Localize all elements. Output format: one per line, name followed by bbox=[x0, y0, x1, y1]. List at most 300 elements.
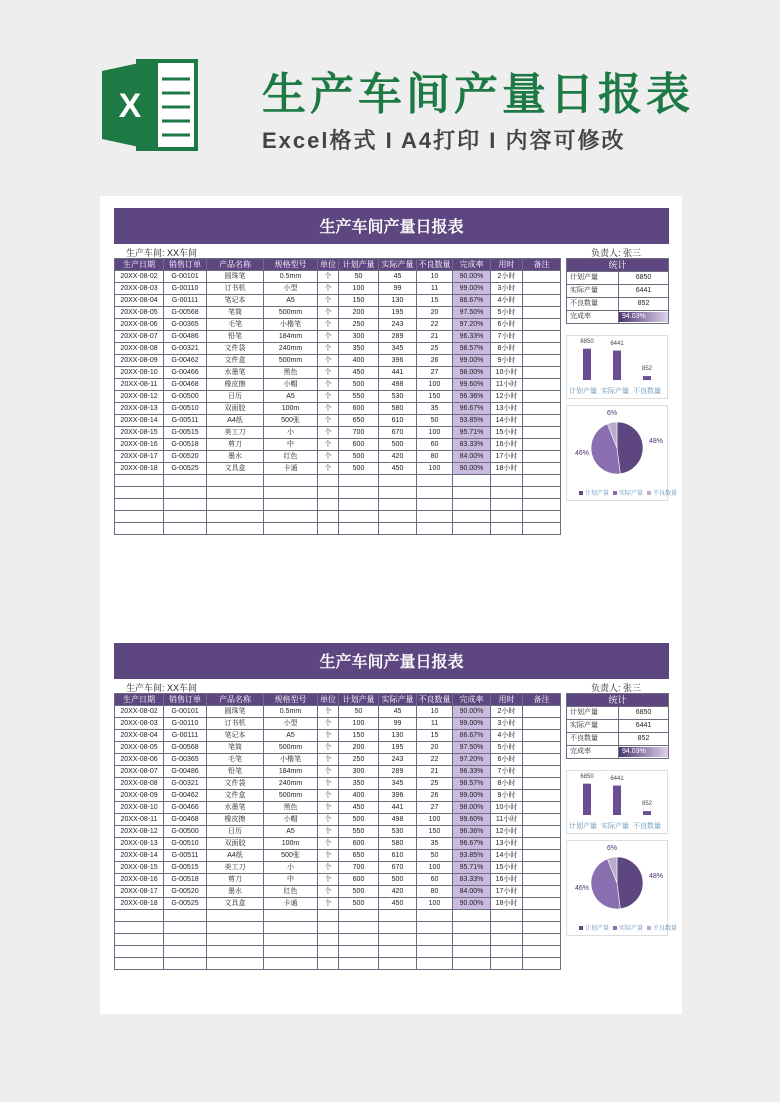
table-cell[interactable]: 20XX-08-08 bbox=[115, 778, 164, 790]
table-cell[interactable]: 580 bbox=[379, 838, 417, 850]
table-cell[interactable] bbox=[318, 523, 339, 535]
table-cell[interactable]: 笔记本 bbox=[207, 730, 264, 742]
table-cell[interactable]: 498 bbox=[379, 379, 417, 391]
table-cell[interactable]: 96.36% bbox=[453, 826, 491, 838]
table-cell[interactable]: 100 bbox=[417, 427, 453, 439]
table-cell[interactable]: 橡皮擦 bbox=[207, 379, 264, 391]
table-cell[interactable]: 10 bbox=[417, 271, 453, 283]
table-cell[interactable] bbox=[115, 475, 164, 487]
table-cell[interactable]: 6小时 bbox=[491, 754, 523, 766]
bar[interactable] bbox=[613, 786, 621, 815]
table-cell[interactable]: 红色 bbox=[264, 451, 318, 463]
table-cell[interactable]: 3小时 bbox=[491, 283, 523, 295]
table-cell[interactable]: 50 bbox=[339, 706, 379, 718]
table-cell[interactable] bbox=[264, 475, 318, 487]
table-cell[interactable]: 580 bbox=[379, 403, 417, 415]
table-cell[interactable]: 20XX-08-06 bbox=[115, 754, 164, 766]
table-cell[interactable]: 195 bbox=[379, 742, 417, 754]
table-cell[interactable] bbox=[491, 922, 523, 934]
table-cell[interactable]: 100m bbox=[264, 403, 318, 415]
table-cell[interactable] bbox=[379, 922, 417, 934]
table-cell[interactable]: 300 bbox=[339, 766, 379, 778]
table-cell[interactable]: 5小时 bbox=[491, 742, 523, 754]
column-header[interactable]: 销售订单 bbox=[164, 694, 207, 706]
table-cell[interactable]: 个 bbox=[318, 427, 339, 439]
table-cell[interactable]: G-00515 bbox=[164, 862, 207, 874]
table-cell[interactable]: 20XX-08-02 bbox=[115, 706, 164, 718]
table-cell[interactable]: 14小时 bbox=[491, 850, 523, 862]
table-cell[interactable] bbox=[207, 934, 264, 946]
table-cell[interactable] bbox=[164, 499, 207, 511]
table-cell[interactable]: 99.00% bbox=[453, 790, 491, 802]
table-cell[interactable]: 289 bbox=[379, 331, 417, 343]
table-cell[interactable]: 498 bbox=[379, 814, 417, 826]
table-cell[interactable]: 个 bbox=[318, 355, 339, 367]
table-cell[interactable]: 笔记本 bbox=[207, 295, 264, 307]
column-header[interactable]: 销售订单 bbox=[164, 259, 207, 271]
table-cell[interactable]: G-00468 bbox=[164, 379, 207, 391]
table-cell[interactable]: 550 bbox=[339, 826, 379, 838]
table-cell[interactable] bbox=[491, 511, 523, 523]
table-cell[interactable]: 卡通 bbox=[264, 463, 318, 475]
table-cell[interactable]: 450 bbox=[339, 367, 379, 379]
table-cell[interactable]: 500mm bbox=[264, 307, 318, 319]
table-cell[interactable] bbox=[164, 511, 207, 523]
table-cell[interactable]: 99 bbox=[379, 283, 417, 295]
table-cell[interactable] bbox=[264, 922, 318, 934]
table-cell[interactable]: 文具盒 bbox=[207, 898, 264, 910]
table-cell[interactable] bbox=[523, 934, 561, 946]
table-cell[interactable]: 27 bbox=[417, 367, 453, 379]
table-cell[interactable]: 个 bbox=[318, 706, 339, 718]
table-cell[interactable] bbox=[115, 523, 164, 535]
table-cell[interactable]: 670 bbox=[379, 862, 417, 874]
table-cell[interactable]: 20XX-08-03 bbox=[115, 283, 164, 295]
table-cell[interactable]: G-00500 bbox=[164, 826, 207, 838]
table-cell[interactable]: G-00568 bbox=[164, 742, 207, 754]
table-cell[interactable]: 红色 bbox=[264, 886, 318, 898]
table-cell[interactable]: 195 bbox=[379, 307, 417, 319]
table-cell[interactable]: 8小时 bbox=[491, 778, 523, 790]
table-cell[interactable] bbox=[339, 922, 379, 934]
table-cell[interactable] bbox=[523, 355, 561, 367]
table-cell[interactable] bbox=[523, 850, 561, 862]
table-cell[interactable]: 黑色 bbox=[264, 802, 318, 814]
table-cell[interactable] bbox=[164, 946, 207, 958]
table-cell[interactable]: 610 bbox=[379, 850, 417, 862]
column-header[interactable]: 完成率 bbox=[453, 694, 491, 706]
table-cell[interactable] bbox=[379, 910, 417, 922]
table-cell[interactable]: G-00510 bbox=[164, 403, 207, 415]
table-cell[interactable]: 12小时 bbox=[491, 826, 523, 838]
table-cell[interactable]: 500 bbox=[339, 463, 379, 475]
table-cell[interactable]: 水墨笔 bbox=[207, 367, 264, 379]
table-cell[interactable]: 黑色 bbox=[264, 367, 318, 379]
table-cell[interactable]: 20XX-08-17 bbox=[115, 451, 164, 463]
table-cell[interactable]: G-00101 bbox=[164, 706, 207, 718]
table-cell[interactable]: 99 bbox=[379, 718, 417, 730]
column-header[interactable]: 备注 bbox=[523, 694, 561, 706]
column-header[interactable]: 不良数量 bbox=[418, 695, 451, 704]
table-cell[interactable] bbox=[115, 511, 164, 523]
table-cell[interactable]: 20XX-08-15 bbox=[115, 862, 164, 874]
table-cell[interactable]: 100 bbox=[417, 898, 453, 910]
table-cell[interactable]: 98.00% bbox=[453, 367, 491, 379]
table-cell[interactable]: 500 bbox=[339, 451, 379, 463]
table-cell[interactable]: 10小时 bbox=[491, 367, 523, 379]
table-cell[interactable]: 99.60% bbox=[453, 379, 491, 391]
table-cell[interactable] bbox=[164, 958, 207, 970]
table-cell[interactable]: G-00111 bbox=[164, 295, 207, 307]
table-cell[interactable]: 个 bbox=[318, 271, 339, 283]
table-cell[interactable]: 小帽 bbox=[264, 379, 318, 391]
table-cell[interactable]: 水墨笔 bbox=[207, 802, 264, 814]
table-cell[interactable]: 日历 bbox=[207, 826, 264, 838]
table-cell[interactable]: 100 bbox=[417, 862, 453, 874]
table-cell[interactable]: 20XX-08-18 bbox=[115, 898, 164, 910]
table-cell[interactable]: 个 bbox=[318, 766, 339, 778]
table-cell[interactable] bbox=[318, 946, 339, 958]
table-cell[interactable]: 450 bbox=[339, 802, 379, 814]
table-cell[interactable] bbox=[523, 874, 561, 886]
table-cell[interactable]: 500mm bbox=[264, 742, 318, 754]
table-cell[interactable] bbox=[491, 958, 523, 970]
table-cell[interactable]: 18小时 bbox=[491, 898, 523, 910]
table-cell[interactable]: 4小时 bbox=[491, 295, 523, 307]
table-cell[interactable]: 184mm bbox=[264, 331, 318, 343]
table-cell[interactable]: A4纸 bbox=[207, 415, 264, 427]
table-cell[interactable]: 15 bbox=[417, 295, 453, 307]
table-cell[interactable] bbox=[523, 802, 561, 814]
table-cell[interactable] bbox=[491, 499, 523, 511]
table-cell[interactable] bbox=[523, 511, 561, 523]
table-cell[interactable] bbox=[453, 934, 491, 946]
table-cell[interactable]: 个 bbox=[318, 814, 339, 826]
table-cell[interactable]: 86.67% bbox=[453, 295, 491, 307]
table-cell[interactable]: 个 bbox=[318, 319, 339, 331]
stats-value[interactable]: 6441 bbox=[619, 720, 669, 733]
column-header[interactable]: 单位 bbox=[318, 694, 339, 706]
table-cell[interactable] bbox=[164, 910, 207, 922]
table-cell[interactable]: 15小时 bbox=[491, 862, 523, 874]
table-cell[interactable] bbox=[523, 742, 561, 754]
pie-chart[interactable] bbox=[566, 405, 678, 501]
stats-value[interactable]: 852 bbox=[619, 298, 669, 311]
table-cell[interactable]: 个 bbox=[318, 295, 339, 307]
table-cell[interactable]: 99.00% bbox=[453, 355, 491, 367]
table-cell[interactable]: 345 bbox=[379, 778, 417, 790]
table-cell[interactable]: 15 bbox=[417, 730, 453, 742]
table-cell[interactable]: 96.33% bbox=[453, 766, 491, 778]
table-cell[interactable]: 243 bbox=[379, 319, 417, 331]
table-cell[interactable]: 11 bbox=[417, 718, 453, 730]
table-cell[interactable]: 11 bbox=[417, 283, 453, 295]
table-cell[interactable]: 350 bbox=[339, 343, 379, 355]
table-cell[interactable] bbox=[491, 475, 523, 487]
table-cell[interactable]: 60 bbox=[417, 439, 453, 451]
table-cell[interactable] bbox=[264, 487, 318, 499]
table-cell[interactable]: 个 bbox=[318, 463, 339, 475]
table-cell[interactable] bbox=[453, 910, 491, 922]
table-cell[interactable]: 396 bbox=[379, 790, 417, 802]
table-cell[interactable]: 12小时 bbox=[491, 391, 523, 403]
table-cell[interactable] bbox=[115, 922, 164, 934]
table-cell[interactable]: 84.00% bbox=[453, 451, 491, 463]
table-cell[interactable] bbox=[417, 475, 453, 487]
table-cell[interactable]: 650 bbox=[339, 850, 379, 862]
table-cell[interactable]: 个 bbox=[318, 802, 339, 814]
table-cell[interactable] bbox=[207, 922, 264, 934]
table-cell[interactable] bbox=[264, 958, 318, 970]
table-cell[interactable]: 530 bbox=[379, 391, 417, 403]
table-cell[interactable] bbox=[453, 523, 491, 535]
column-header[interactable]: 计划产量 bbox=[339, 694, 379, 706]
table-cell[interactable]: 20XX-08-13 bbox=[115, 838, 164, 850]
stats-value[interactable]: 852 bbox=[619, 733, 669, 746]
table-cell[interactable]: 个 bbox=[318, 343, 339, 355]
table-cell[interactable] bbox=[523, 778, 561, 790]
table-cell[interactable] bbox=[523, 499, 561, 511]
table-cell[interactable]: 美工刀 bbox=[207, 427, 264, 439]
table-cell[interactable]: 670 bbox=[379, 427, 417, 439]
table-cell[interactable]: 300 bbox=[339, 331, 379, 343]
table-cell[interactable]: G-00525 bbox=[164, 463, 207, 475]
table-cell[interactable] bbox=[339, 934, 379, 946]
table-cell[interactable]: 97.20% bbox=[453, 319, 491, 331]
table-cell[interactable]: 45 bbox=[379, 706, 417, 718]
table-cell[interactable] bbox=[491, 910, 523, 922]
table-cell[interactable] bbox=[523, 307, 561, 319]
table-cell[interactable] bbox=[523, 379, 561, 391]
table-cell[interactable]: 95.71% bbox=[453, 427, 491, 439]
table-cell[interactable]: 双面胶 bbox=[207, 838, 264, 850]
table-cell[interactable] bbox=[523, 826, 561, 838]
table-cell[interactable]: 441 bbox=[379, 367, 417, 379]
table-cell[interactable]: 441 bbox=[379, 802, 417, 814]
table-cell[interactable]: 8小时 bbox=[491, 343, 523, 355]
table-cell[interactable]: 500张 bbox=[264, 415, 318, 427]
table-cell[interactable]: 20XX-08-12 bbox=[115, 826, 164, 838]
table-cell[interactable]: 20XX-08-07 bbox=[115, 331, 164, 343]
table-cell[interactable]: G-00321 bbox=[164, 778, 207, 790]
table-cell[interactable] bbox=[417, 523, 453, 535]
table-cell[interactable]: 83.33% bbox=[453, 874, 491, 886]
table-cell[interactable] bbox=[523, 367, 561, 379]
table-cell[interactable] bbox=[491, 946, 523, 958]
table-cell[interactable]: 小楷笔 bbox=[264, 319, 318, 331]
table-cell[interactable]: 345 bbox=[379, 343, 417, 355]
table-cell[interactable] bbox=[207, 946, 264, 958]
table-cell[interactable] bbox=[523, 439, 561, 451]
table-cell[interactable]: 600 bbox=[339, 439, 379, 451]
table-cell[interactable]: 双面胶 bbox=[207, 403, 264, 415]
table-cell[interactable]: 450 bbox=[379, 898, 417, 910]
table-cell[interactable] bbox=[115, 487, 164, 499]
bar[interactable] bbox=[583, 349, 591, 380]
table-cell[interactable]: 289 bbox=[379, 766, 417, 778]
table-cell[interactable]: 200 bbox=[339, 742, 379, 754]
table-cell[interactable] bbox=[523, 331, 561, 343]
table-cell[interactable] bbox=[453, 499, 491, 511]
table-cell[interactable] bbox=[264, 499, 318, 511]
table-cell[interactable]: 20XX-08-04 bbox=[115, 295, 164, 307]
table-cell[interactable]: 小楷笔 bbox=[264, 754, 318, 766]
table-cell[interactable] bbox=[264, 946, 318, 958]
table-cell[interactable]: 500 bbox=[339, 814, 379, 826]
table-cell[interactable] bbox=[207, 523, 264, 535]
column-header[interactable]: 备注 bbox=[523, 259, 561, 271]
table-cell[interactable]: 个 bbox=[318, 451, 339, 463]
table-cell[interactable] bbox=[491, 487, 523, 499]
table-cell[interactable]: 93.85% bbox=[453, 415, 491, 427]
table-cell[interactable]: 98.57% bbox=[453, 778, 491, 790]
table-cell[interactable]: 4小时 bbox=[491, 730, 523, 742]
table-cell[interactable]: 美工刀 bbox=[207, 862, 264, 874]
table-cell[interactable]: 97.20% bbox=[453, 754, 491, 766]
table-cell[interactable]: 13小时 bbox=[491, 403, 523, 415]
table-cell[interactable]: 98.00% bbox=[453, 802, 491, 814]
table-cell[interactable] bbox=[523, 427, 561, 439]
table-cell[interactable]: 个 bbox=[318, 367, 339, 379]
table-cell[interactable]: 243 bbox=[379, 754, 417, 766]
table-cell[interactable]: 500 bbox=[379, 874, 417, 886]
table-cell[interactable]: 5小时 bbox=[491, 307, 523, 319]
table-cell[interactable]: 86.67% bbox=[453, 730, 491, 742]
table-cell[interactable]: 60 bbox=[417, 874, 453, 886]
table-cell[interactable]: 20XX-08-12 bbox=[115, 391, 164, 403]
table-cell[interactable]: G-00110 bbox=[164, 283, 207, 295]
table-cell[interactable]: 小型 bbox=[264, 718, 318, 730]
table-cell[interactable] bbox=[115, 910, 164, 922]
table-cell[interactable]: 20XX-08-10 bbox=[115, 802, 164, 814]
table-cell[interactable]: 2小时 bbox=[491, 706, 523, 718]
table-cell[interactable] bbox=[523, 886, 561, 898]
table-cell[interactable] bbox=[523, 391, 561, 403]
table-cell[interactable]: 150 bbox=[417, 826, 453, 838]
table-cell[interactable]: 笔筒 bbox=[207, 307, 264, 319]
column-header[interactable]: 产品名称 bbox=[207, 259, 264, 271]
table-cell[interactable] bbox=[207, 487, 264, 499]
table-cell[interactable]: 个 bbox=[318, 838, 339, 850]
table-cell[interactable] bbox=[453, 946, 491, 958]
table-cell[interactable]: 20XX-08-07 bbox=[115, 766, 164, 778]
table-cell[interactable]: 6小时 bbox=[491, 319, 523, 331]
table-cell[interactable]: 26 bbox=[417, 790, 453, 802]
table-cell[interactable]: G-00518 bbox=[164, 439, 207, 451]
table-cell[interactable]: 20XX-08-08 bbox=[115, 343, 164, 355]
completion-rate-cell[interactable] bbox=[619, 746, 669, 759]
table-cell[interactable] bbox=[339, 910, 379, 922]
table-cell[interactable]: 99.60% bbox=[453, 814, 491, 826]
table-cell[interactable]: G-00468 bbox=[164, 814, 207, 826]
table-cell[interactable]: 个 bbox=[318, 862, 339, 874]
table-cell[interactable]: 11小时 bbox=[491, 814, 523, 826]
table-cell[interactable]: 95.71% bbox=[453, 862, 491, 874]
column-header[interactable]: 不良数量 bbox=[418, 260, 451, 269]
column-header[interactable]: 用时 bbox=[491, 694, 523, 706]
table-cell[interactable]: 50 bbox=[339, 271, 379, 283]
table-cell[interactable]: 500 bbox=[339, 886, 379, 898]
table-cell[interactable] bbox=[264, 523, 318, 535]
table-cell[interactable]: 个 bbox=[318, 379, 339, 391]
table-cell[interactable]: 个 bbox=[318, 790, 339, 802]
table-cell[interactable]: 文件袋 bbox=[207, 778, 264, 790]
table-cell[interactable]: 450 bbox=[379, 463, 417, 475]
table-cell[interactable]: 83.33% bbox=[453, 439, 491, 451]
table-cell[interactable]: 7小时 bbox=[491, 331, 523, 343]
table-cell[interactable] bbox=[417, 910, 453, 922]
bar-chart[interactable] bbox=[566, 335, 668, 399]
table-cell[interactable] bbox=[339, 946, 379, 958]
table-cell[interactable]: 100 bbox=[417, 379, 453, 391]
table-cell[interactable]: 610 bbox=[379, 415, 417, 427]
table-cell[interactable] bbox=[417, 958, 453, 970]
table-cell[interactable]: 2小时 bbox=[491, 271, 523, 283]
table-cell[interactable]: 396 bbox=[379, 355, 417, 367]
table-cell[interactable]: 400 bbox=[339, 355, 379, 367]
table-cell[interactable]: 97.50% bbox=[453, 307, 491, 319]
table-cell[interactable] bbox=[264, 910, 318, 922]
table-cell[interactable]: 个 bbox=[318, 283, 339, 295]
table-cell[interactable]: 99.00% bbox=[453, 718, 491, 730]
table-cell[interactable]: 文件袋 bbox=[207, 343, 264, 355]
column-header[interactable]: 完成率 bbox=[453, 259, 491, 271]
table-cell[interactable]: 个 bbox=[318, 886, 339, 898]
table-cell[interactable]: G-00518 bbox=[164, 874, 207, 886]
table-cell[interactable]: 200 bbox=[339, 307, 379, 319]
table-cell[interactable]: 小 bbox=[264, 862, 318, 874]
table-cell[interactable]: 20XX-08-16 bbox=[115, 439, 164, 451]
bar[interactable] bbox=[643, 811, 651, 815]
table-cell[interactable]: 25 bbox=[417, 778, 453, 790]
table-cell[interactable]: 16小时 bbox=[491, 439, 523, 451]
table-cell[interactable]: 90.00% bbox=[453, 898, 491, 910]
table-cell[interactable]: 个 bbox=[318, 754, 339, 766]
table-cell[interactable]: G-00511 bbox=[164, 415, 207, 427]
table-cell[interactable]: 600 bbox=[339, 403, 379, 415]
table-cell[interactable]: 16小时 bbox=[491, 874, 523, 886]
table-cell[interactable]: 25 bbox=[417, 343, 453, 355]
table-cell[interactable] bbox=[453, 922, 491, 934]
table-cell[interactable] bbox=[491, 523, 523, 535]
table-cell[interactable]: 订书机 bbox=[207, 718, 264, 730]
table-cell[interactable]: G-00321 bbox=[164, 343, 207, 355]
table-cell[interactable]: 500mm bbox=[264, 355, 318, 367]
column-header[interactable]: 用时 bbox=[491, 259, 523, 271]
table-cell[interactable]: 个 bbox=[318, 307, 339, 319]
table-cell[interactable]: 250 bbox=[339, 319, 379, 331]
table-cell[interactable]: 184mm bbox=[264, 766, 318, 778]
table-cell[interactable]: 700 bbox=[339, 862, 379, 874]
table-cell[interactable]: 小型 bbox=[264, 283, 318, 295]
table-cell[interactable]: G-00110 bbox=[164, 718, 207, 730]
table-cell[interactable]: G-00486 bbox=[164, 766, 207, 778]
table-cell[interactable]: 22 bbox=[417, 754, 453, 766]
table-cell[interactable]: 97.50% bbox=[453, 742, 491, 754]
table-cell[interactable] bbox=[207, 499, 264, 511]
column-header[interactable]: 产品名称 bbox=[207, 694, 264, 706]
table-cell[interactable] bbox=[379, 523, 417, 535]
table-cell[interactable]: G-00101 bbox=[164, 271, 207, 283]
table-cell[interactable]: 20XX-08-05 bbox=[115, 307, 164, 319]
table-cell[interactable] bbox=[523, 319, 561, 331]
table-cell[interactable] bbox=[523, 343, 561, 355]
table-cell[interactable]: 96.67% bbox=[453, 838, 491, 850]
table-cell[interactable]: 20XX-08-13 bbox=[115, 403, 164, 415]
table-cell[interactable]: 个 bbox=[318, 826, 339, 838]
table-cell[interactable]: G-00520 bbox=[164, 886, 207, 898]
table-cell[interactable]: 毛笔 bbox=[207, 319, 264, 331]
